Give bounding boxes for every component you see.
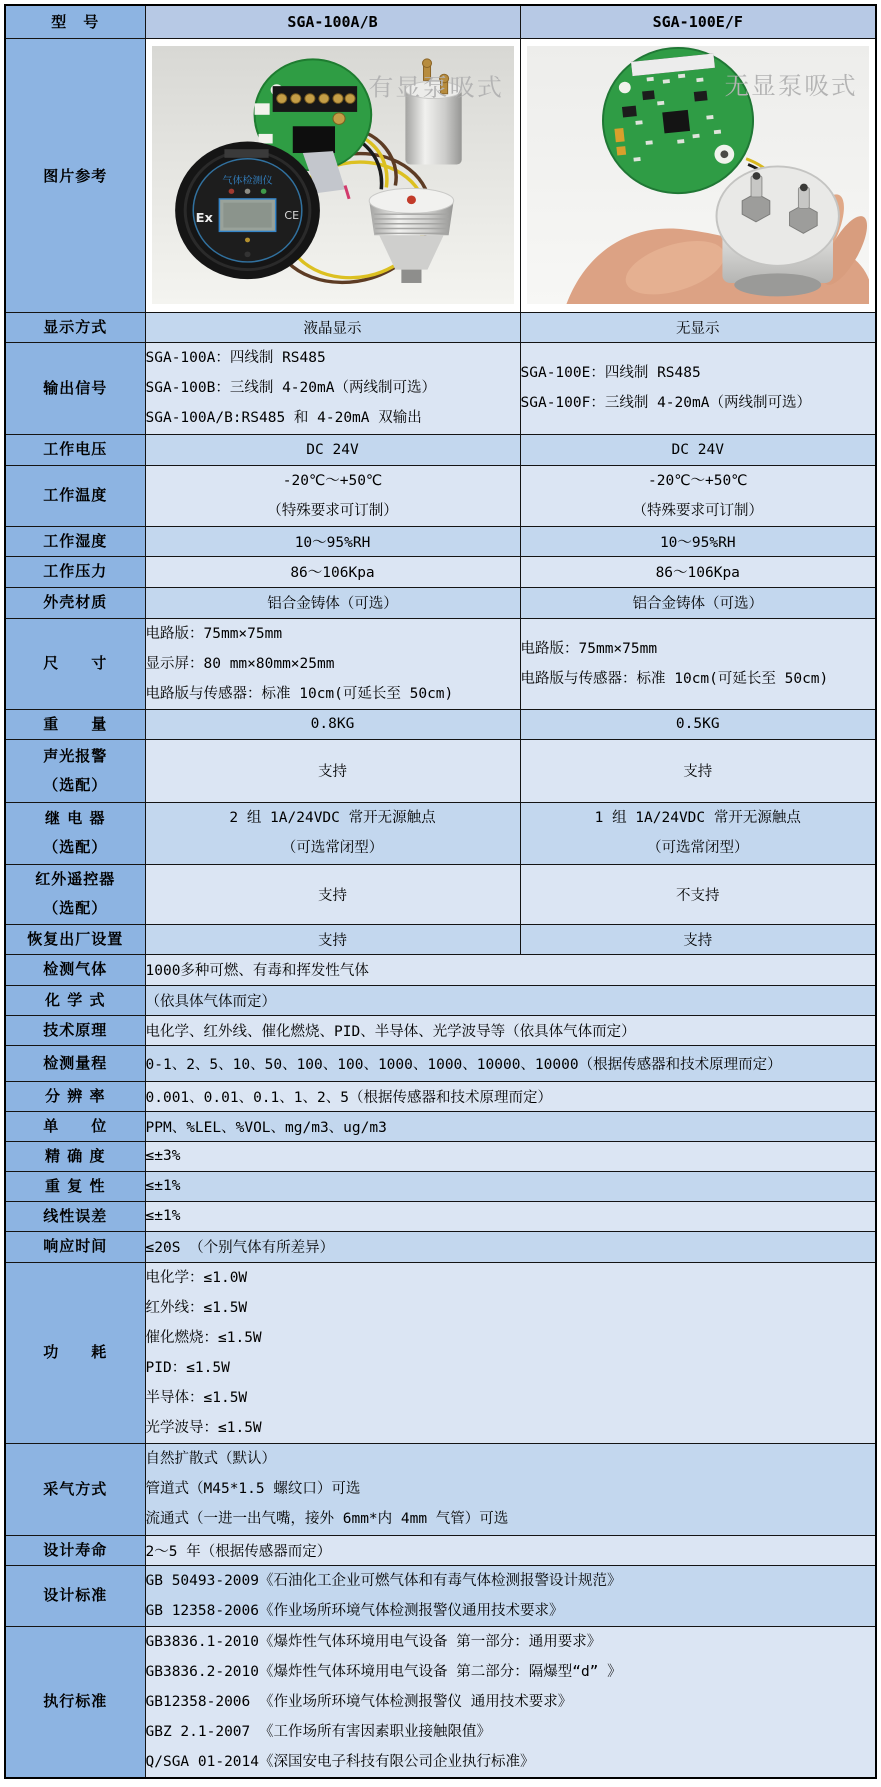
product-photo-left bbox=[152, 46, 514, 304]
cell-right: 86～106Kpa bbox=[520, 556, 876, 587]
row-working-humidity bbox=[5, 526, 876, 556]
row-design-life bbox=[5, 1535, 876, 1565]
row-chemical-formula bbox=[5, 985, 876, 1015]
row-execution-standard bbox=[5, 1626, 876, 1778]
row-working-temperature bbox=[5, 465, 876, 526]
cell-left: 10～95%RH bbox=[145, 526, 520, 556]
cell-span: ≤±1% bbox=[145, 1201, 876, 1231]
cell-left: 液晶显示 bbox=[145, 312, 520, 342]
cell-span: （依具体气体而定） bbox=[145, 985, 876, 1015]
cell-span: 电化学、红外线、催化燃烧、PID、半导体、光学波导等（依具体气体而定） bbox=[145, 1015, 876, 1045]
row-label: 功 耗 bbox=[43, 1343, 108, 1361]
row-dimensions bbox=[5, 618, 876, 709]
cell-span: 0-1、2、5、10、50、100、100、1000、1000、10000、10000（根据传感器和技术原理而定） bbox=[145, 1045, 876, 1081]
cell-left: -20℃～+50℃ （特殊要求可订制） bbox=[145, 465, 520, 526]
spec-table bbox=[4, 4, 877, 1779]
row-label: 设计标准 bbox=[43, 1586, 108, 1604]
cell-left: SGA-100A：四线制 RS485 SGA-100B：三线制 4-20mA（两线制可选） SGA-100A/B:RS485 和 4-20mA 双输出 bbox=[145, 342, 520, 434]
row-label: 响应时间 bbox=[43, 1237, 108, 1255]
row-label: 检测量程 bbox=[43, 1053, 108, 1072]
row-working-pressure bbox=[5, 556, 876, 587]
row-label: 重 量 bbox=[43, 714, 108, 733]
row-factory-reset bbox=[5, 924, 876, 954]
row-label: 线性误差 bbox=[43, 1206, 108, 1225]
row-label: 工作温度 bbox=[43, 486, 108, 504]
row-output-signal bbox=[5, 342, 876, 434]
product-photo-left-graphic bbox=[152, 46, 514, 304]
row-detected-gases bbox=[5, 954, 876, 985]
cell-left: 0.8KG bbox=[145, 709, 520, 739]
row-display-mode bbox=[5, 312, 876, 342]
cell-left: DC 24V bbox=[145, 434, 520, 465]
cell-span: PPM、%LEL、%VOL、mg/m3、ug/m3 bbox=[145, 1111, 876, 1141]
row-label: 分 辨 率 bbox=[45, 1086, 106, 1105]
cell-span: 0.001、0.01、0.1、1、2、5（根据传感器和技术原理而定） bbox=[145, 1081, 876, 1111]
row-label: 外壳材质 bbox=[43, 593, 108, 611]
row-ir-remote: 红外遥控器 （选配） 支持 不支持 bbox=[5, 864, 876, 924]
cell-right: 10～95%RH bbox=[520, 526, 876, 556]
row-label: 化 学 式 bbox=[45, 990, 106, 1009]
ex-mark-text: Ex bbox=[195, 211, 213, 226]
row-weight bbox=[5, 709, 876, 739]
row-label: 尺 寸 bbox=[43, 654, 108, 672]
row-label: 技术原理 bbox=[43, 1020, 108, 1039]
row-label: 执行标准 bbox=[43, 1692, 108, 1711]
row-label: 红外遥控器 bbox=[35, 870, 116, 888]
cell-right: 无显示 bbox=[520, 312, 876, 342]
product-photo-right-graphic bbox=[527, 46, 870, 304]
cell-right: 0.5KG bbox=[520, 709, 876, 739]
row-label: 继 电 器 bbox=[45, 809, 106, 827]
row-repeatability bbox=[5, 1171, 876, 1201]
row-resolution bbox=[5, 1081, 876, 1111]
row-response-time bbox=[5, 1231, 876, 1262]
row-label: 检测气体 bbox=[43, 960, 108, 978]
cell-left: 86～106Kpa bbox=[145, 556, 520, 587]
row-label: 采气方式 bbox=[43, 1479, 108, 1498]
row-technology-principle bbox=[5, 1015, 876, 1045]
cell-left: 铝合金铸体（可选） bbox=[145, 587, 520, 618]
header-row bbox=[5, 5, 876, 38]
photo-row bbox=[5, 38, 876, 312]
cell-span: 2～5 年（根据传感器而定） bbox=[145, 1535, 876, 1565]
model-name-right: SGA-100E/F bbox=[520, 5, 876, 38]
row-label: 图片参考 bbox=[5, 38, 145, 312]
cell-span: ≤20S （个别气体有所差异） bbox=[145, 1231, 876, 1262]
cell-left: 支持 bbox=[145, 739, 520, 802]
row-unit bbox=[5, 1111, 876, 1141]
cell-right: 支持 bbox=[520, 924, 876, 954]
watermark-text: 有显泵吸式 bbox=[367, 73, 504, 102]
ce-mark-text: CE bbox=[283, 209, 299, 222]
cell-left: 电路版：75mm×75mm 显示屏：80 mm×80mm×25mm 电路版与传感器：标准 10cm(可延长至 50cm) bbox=[145, 618, 520, 709]
row-label: 工作电压 bbox=[43, 440, 108, 458]
product-photo-right bbox=[527, 46, 870, 304]
row-label: 声光报警 bbox=[43, 746, 108, 765]
watermark-text: 无显泵吸式 bbox=[724, 71, 858, 100]
row-working-voltage bbox=[5, 434, 876, 465]
cell-right: 铝合金铸体（可选） bbox=[520, 587, 876, 618]
cell-left: 支持 bbox=[145, 924, 520, 954]
row-linearity-error bbox=[5, 1201, 876, 1231]
cell-right: SGA-100E：四线制 RS485 SGA-100F：三线制 4-20mA（两线制可选） bbox=[520, 342, 876, 434]
cell-right: DC 24V bbox=[520, 434, 876, 465]
cell-right: 不支持 bbox=[520, 864, 876, 924]
row-label: 单 位 bbox=[43, 1116, 108, 1135]
product-photo-left-cell bbox=[145, 38, 520, 312]
cell-span: GB3836.1-2010《爆炸性气体环境用电气设备 第一部分：通用要求》 GB3836.2-2010《爆炸性气体环境用电气设备 第二部分：隔爆型“d” 》 GB12358-2006 《作业场所环境气体检测报警仪 通用技术要求》 GBZ 2.1-2007 《工作场所有害因素职业接触限值》 Q/SGA 01-2014《深国安电子科技有限公司企业执行标准》 bbox=[145, 1626, 876, 1778]
cell-span: ≤±1% bbox=[145, 1171, 876, 1201]
model-name-left: SGA-100A/B bbox=[145, 5, 520, 38]
row-label: 精 确 度 bbox=[45, 1146, 106, 1165]
row-label: 显示方式 bbox=[43, 317, 108, 336]
row-detection-range bbox=[5, 1045, 876, 1081]
cell-left: 2 组 1A/24VDC 常开无源触点 （可选常闭型） bbox=[145, 802, 520, 864]
device-title-text: 气体检测仪 bbox=[221, 175, 273, 187]
cell-span: 电化学：≤1.0W 红外线：≤1.5W 催化燃烧：≤1.5W PID：≤1.5W 半导体：≤1.5W 光学波导：≤1.5W bbox=[145, 1262, 876, 1443]
row-design-standard bbox=[5, 1565, 876, 1626]
row-power-consumption bbox=[5, 1262, 876, 1443]
cell-span: GB 50493-2009《石油化工企业可燃气体和有毒气体检测报警设计规范》 GB 12358-2006《作业场所环境气体检测报警仪通用技术要求》 bbox=[145, 1565, 876, 1626]
row-gas-sampling-method bbox=[5, 1443, 876, 1535]
row-label: 设计寿命 bbox=[43, 1540, 108, 1559]
cell-right: -20℃～+50℃ （特殊要求可订制） bbox=[520, 465, 876, 526]
cell-right: 1 组 1A/24VDC 常开无源触点 （可选常闭型） bbox=[520, 802, 876, 864]
row-relay: 继 电 器 （选配） 2 组 1A/24VDC 常开无源触点 （可选常闭型） 1 组 1A/24VDC 常开无源触点 （可选常闭型） bbox=[5, 802, 876, 864]
gas-detector-graphic bbox=[175, 142, 320, 280]
cell-span: 1000多种可燃、有毒和挥发性气体 bbox=[145, 954, 876, 985]
row-accuracy bbox=[5, 1141, 876, 1171]
row-housing-material bbox=[5, 587, 876, 618]
cell-span: ≤±3% bbox=[145, 1141, 876, 1171]
sensor-cylinder-graphic bbox=[716, 166, 838, 296]
row-label: 工作压力 bbox=[43, 562, 108, 580]
cell-span: 自然扩散式（默认） 管道式（M45*1.5 螺纹口）可选 流通式（一进一出气嘴，接外 6mm*内 4mm 气管）可选 bbox=[145, 1443, 876, 1535]
cell-left: 支持 bbox=[145, 864, 520, 924]
row-label: 恢复出厂设置 bbox=[27, 929, 124, 948]
row-label: 输出信号 bbox=[43, 378, 108, 397]
row-label: 重 复 性 bbox=[45, 1176, 106, 1195]
row-label: 工作湿度 bbox=[43, 531, 108, 550]
cell-right: 电路版：75mm×75mm 电路版与传感器：标准 10cm(可延长至 50cm) bbox=[520, 618, 876, 709]
model-header-label: 型 号 bbox=[5, 5, 145, 38]
product-photo-right-cell bbox=[520, 38, 876, 312]
cell-right: 支持 bbox=[520, 739, 876, 802]
row-audible-visual-alarm: 声光报警 （选配） 支持 支持 bbox=[5, 739, 876, 802]
